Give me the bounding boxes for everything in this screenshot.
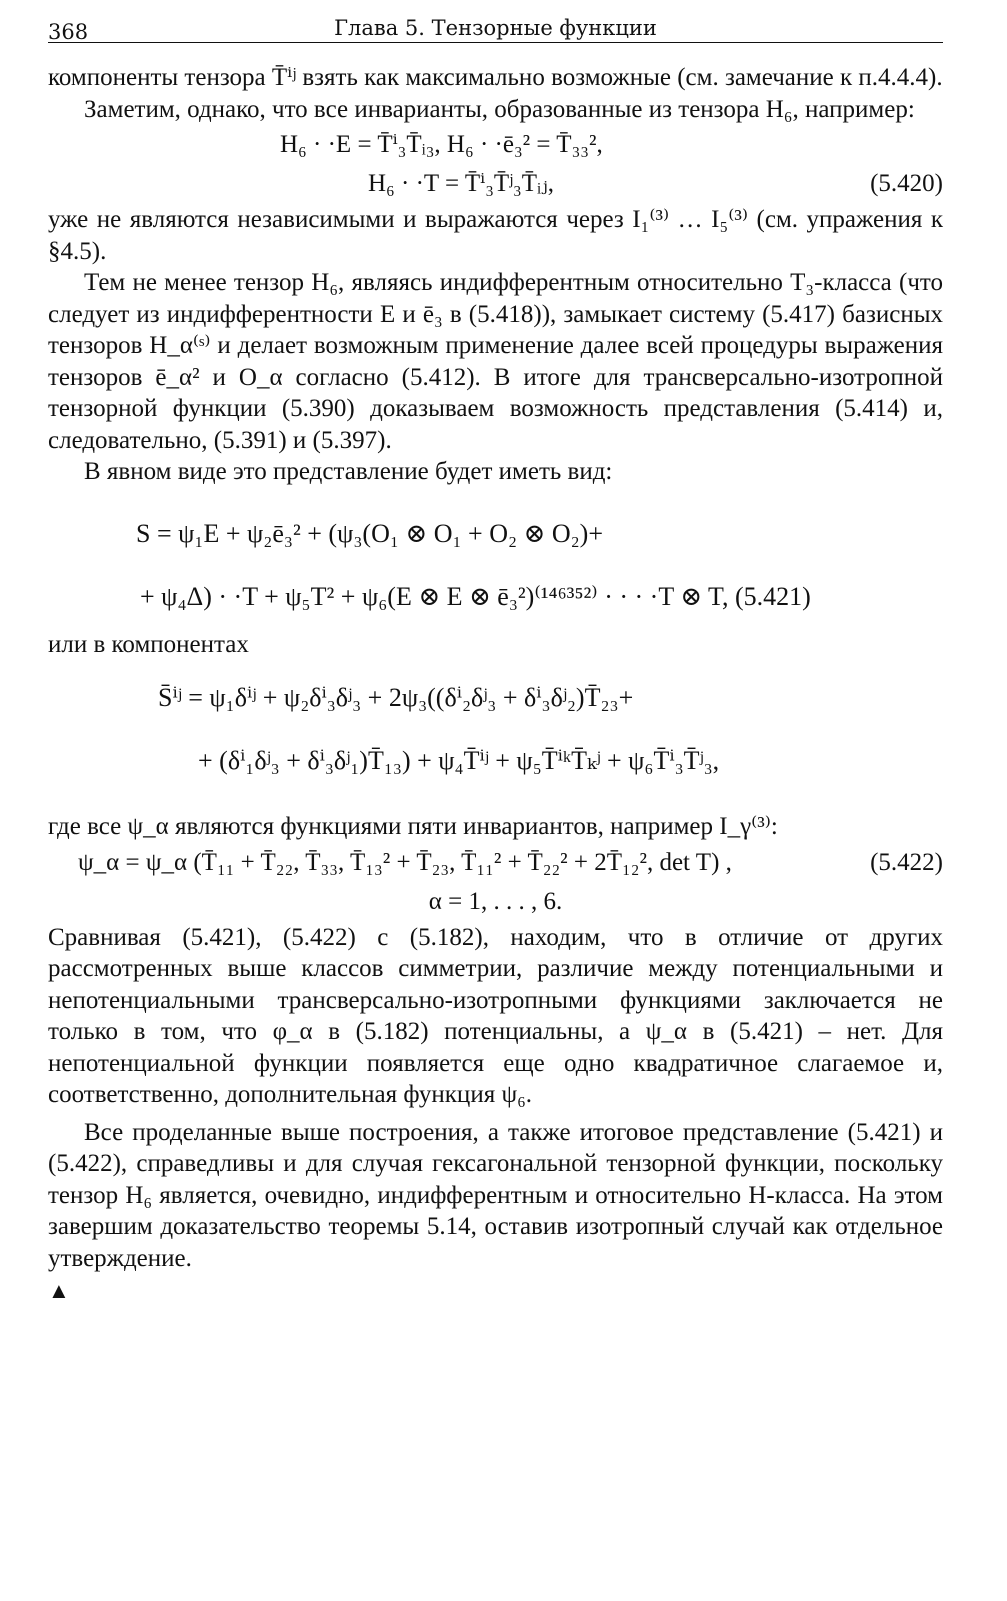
equation-text: + (δⁱ₁δʲ₃ + δⁱ₃δʲ₁)T̄₁₃) + ψ₄T̄ⁱʲ + ψ₅T̄ⁱᵏT̄ₖʲ + ψ₆T̄ⁱ₃T̄ʲ₃,: [198, 746, 720, 775]
paragraph-2: Заметим, однако, что все инварианты, образованные из тензора H₆, например:: [84, 95, 915, 123]
equation-5-421-line-2: [48, 566, 943, 628]
end-of-proof-mark: ▲: [48, 1278, 70, 1303]
running-head: [48, 16, 943, 43]
paragraph-7: где все ψ_α являются функциями пяти инвариантов, например I_γ⁽³⁾:: [48, 813, 778, 840]
chapter-title: Глава 5. Тензорные функции: [334, 16, 657, 40]
equation-components-line-2: [48, 730, 943, 792]
equation-5-422: [48, 844, 943, 882]
equation-text: α = 1, . . . , 6.: [428, 887, 563, 915]
paragraph-6: или в компонентах: [48, 630, 249, 658]
paragraph-4: Тем не менее тензор H₆, являясь индифферентным относительно T₃-класса (что следует из индифферентности E и ē₃ в (5.418)), замыкает систему (5.417) базисных тензоров H_α⁽ˢ⁾ и делает возможным применение далее всей процедуры выражения тензоров ē_α² и O_α согласно (5.412). В итоге для трансверсально-изотропной тензорной функции (5.390) доказываем возможность представления (5.414) и, следовательно, (5.391) и (5.397).: [48, 269, 943, 454]
equation-invariants-1: [48, 126, 943, 164]
equation-5-420: [48, 165, 943, 203]
equation-text: S̄ⁱʲ = ψ₁δⁱʲ + ψ₂δⁱ₃δʲ₃ + 2ψ₃((δⁱ₂δʲ₃ + δⁱ₃δʲ₂)T̄₂₃+: [158, 683, 634, 712]
equation-5-421-line-1: [48, 503, 943, 565]
equation-components-line-1: [48, 667, 943, 729]
body-text: [48, 62, 943, 1304]
equation-number: (5.422): [870, 848, 943, 876]
equation-text: ψ_α = ψ_α (T̄₁₁ + T̄₂₂, T̄₃₃, T̄₁₃² + T̄₂₃, T̄₁₁² + T̄₂₂² + 2T̄₁₂², det T) ,: [78, 848, 732, 876]
paragraph-9: Все проделанные выше построения, а также итоговое представление (5.421) и (5.422), справедливы и для случая гексагональной тензорной функции, поскольку тензор H₆ является, очевидно, индифферентным и относительно H-класса. На этом завершим доказательство теоремы 5.14, оставив изотропный случай как отдельное утверждение.: [48, 1118, 943, 1272]
paragraph-1: компоненты тензора T̄ⁱʲ взять как максимально возможные (см. замечание к п.4.4.4).: [48, 64, 943, 91]
equation-number: (5.420): [870, 170, 943, 197]
equation-text: S = ψ₁E + ψ₂ē₃² + (ψ₃(O₁ ⊗ O₁ + O₂ ⊗ O₂)+: [136, 518, 603, 548]
paragraph-5: В явном виде это представление будет иметь вид:: [84, 458, 613, 485]
equation-text: H₆ · ·T = T̄ⁱ₃T̄ʲ₃T̄ᵢⱼ,: [368, 170, 554, 197]
page-number: 368: [48, 20, 89, 44]
equation-alpha-range: [48, 883, 943, 921]
equation-text: + ψ₄Δ) · ·T + ψ₅T² + ψ₆(E ⊗ E ⊗ ē₃²)⁽¹⁴⁶³⁵²⁾ · · · ·T ⊗ T, (5.421): [140, 581, 811, 611]
paragraph-3: уже не являются независимыми и выражаются через I₁⁽³⁾ … I₅⁽³⁾ (см. упражения к §4.5).: [48, 206, 943, 265]
paragraph-8: Сравнивая (5.421), (5.422) с (5.182), находим, что в отличие от других рассмотренных выше классов симметрии, различие между потенциальными и непотенциальными трансверсально-изотропными функциями заключается не только в том, что φ_α в (5.182) потенциальны, а ψ_α в (5.421) – нет. Для непотенциальной функции появляется еще одно квадратичное слагаемое и, соответственно, дополнительная функция ψ₆.: [48, 923, 943, 1108]
equation-text: H₆ · ·E = T̄ⁱ₃T̄ᵢ₃, H₆ · ·ē₃² = T̄₃₃²,: [280, 131, 603, 158]
